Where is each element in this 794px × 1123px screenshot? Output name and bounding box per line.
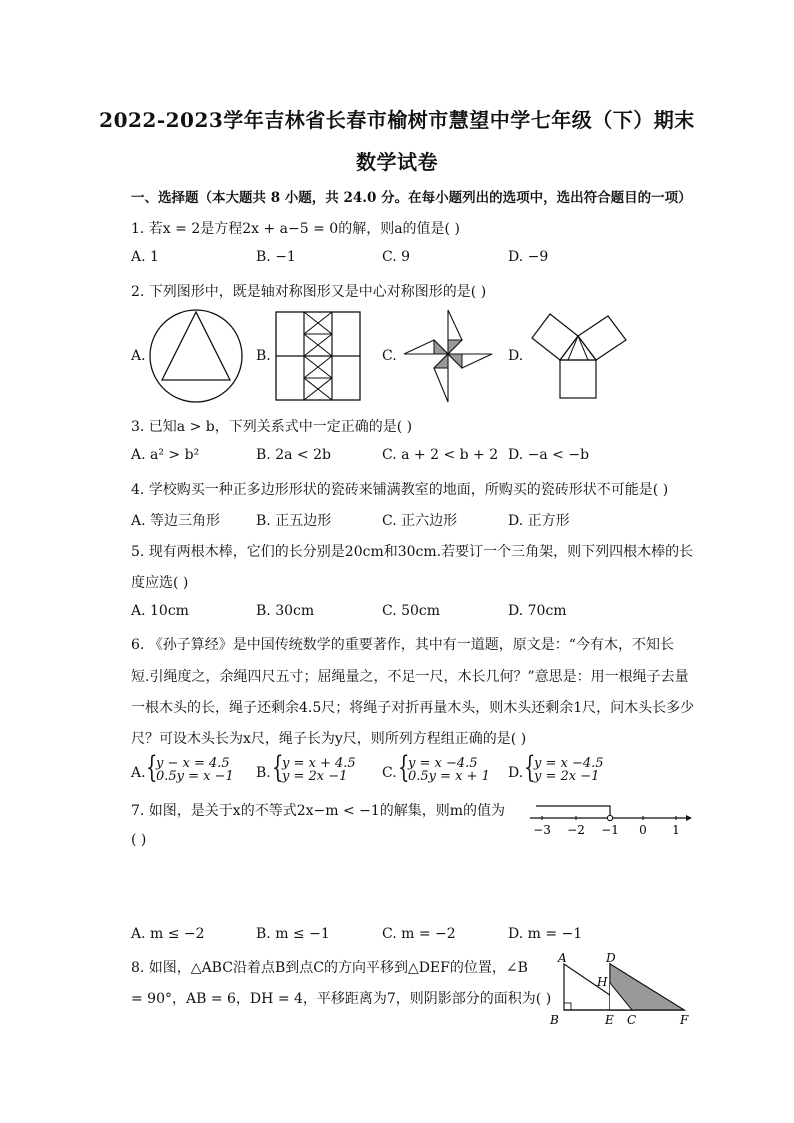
q2-option-b: B. bbox=[256, 348, 271, 364]
q6-a-eq2: 0.5y = x −1 bbox=[156, 769, 234, 784]
q6-b-eq1: y = x + 4.5 bbox=[282, 756, 356, 771]
q6-option-b-label: B. bbox=[256, 765, 271, 781]
question-2-stem: 2. 下列图形中，既是轴对称图形又是中心对称图形的是( ) bbox=[131, 284, 487, 300]
section-heading: 一、选择题（本大题共 8 小题，共 24.0 分。在每小题列出的选项中，选出符合题目的一项） bbox=[131, 190, 692, 206]
q6-c-eq1: y = x −4.5 bbox=[408, 756, 478, 771]
label-f: F bbox=[680, 1013, 689, 1027]
question-7-stem-line1: 7. 如图，是关于x的不等式2x−m < −1的解集，则m的值为 bbox=[131, 803, 506, 819]
q5-option-d: D. 70cm bbox=[508, 603, 567, 619]
exam-title-line2: 数学试卷 bbox=[356, 150, 438, 174]
label-a: A bbox=[558, 951, 567, 965]
q3-option-d: D. −a < −b bbox=[508, 447, 590, 463]
q3-option-b: B. 2a < 2b bbox=[256, 447, 331, 463]
tick-label-neg1: −1 bbox=[601, 823, 619, 837]
translation-triangle-figure bbox=[546, 950, 696, 1030]
figure-circle-triangle bbox=[148, 308, 248, 404]
q3-option-a: A. a² > b² bbox=[131, 447, 200, 463]
q5-option-c: C. 50cm bbox=[382, 603, 441, 619]
q5-option-b: B. 30cm bbox=[256, 603, 315, 619]
q6-d-eq1: y = x −4.5 bbox=[534, 756, 604, 771]
exam-title-line1: 2022-2023学年吉林省长春市榆树市慧望中学七年级（下）期末 bbox=[99, 108, 695, 132]
q4-option-b: B. 正五边形 bbox=[256, 513, 332, 529]
question-6-stem-line3: 一根木头的长，绳子还剩余4.5尺；将绳子对折再量木头，则木头还剩余1尺，问木头长多少 bbox=[131, 700, 695, 716]
question-4-stem: 4. 学校购买一种正多边形形状的瓷砖来铺满教室的地面，所购买的瓷砖形状不可能是( ) bbox=[131, 482, 669, 498]
question-5-stem-line2: 度应选( ) bbox=[131, 575, 189, 591]
label-e: E bbox=[605, 1013, 614, 1027]
q6-a-eq1: y − x = 4.5 bbox=[156, 756, 230, 771]
tick-label-neg2: −2 bbox=[567, 823, 585, 837]
figure-pinwheel bbox=[400, 306, 496, 406]
open-endpoint bbox=[607, 815, 612, 820]
q6-option-a-system: { y − x = 4.5 0.5y = x −1 bbox=[146, 750, 234, 785]
figure-grid-square bbox=[274, 310, 362, 402]
question-8-stem-line1: 8. 如图，△ABC沿着点B到点C的方向平移到△DEF的位置，∠B bbox=[131, 960, 528, 976]
q7-option-d: D. m = −1 bbox=[508, 926, 583, 942]
q3-option-c: C. a + 2 < b + 2 bbox=[382, 447, 499, 463]
right-angle-mark bbox=[564, 1003, 571, 1010]
question-8-stem-line2: = 90°，AB = 6，DH = 4，平移距离为7，则阴影部分的面积为( ) bbox=[131, 991, 552, 1007]
question-5-stem-line1: 5. 现有两根木棒，它们的长分别是20cm和30cm.若要订一个三角架，则下列四根木棒的长 bbox=[131, 544, 694, 560]
question-6-stem-line2: 短.引绳度之，余绳四尺五寸；屈绳量之，不足一尺，木长几何？”意思是：用一根绳子去量 bbox=[131, 669, 689, 685]
q4-option-d: D. 正方形 bbox=[508, 513, 570, 529]
q1-option-a: A. 1 bbox=[131, 249, 159, 265]
tick-label-neg3: −3 bbox=[533, 823, 551, 837]
solution-ray bbox=[536, 806, 610, 818]
number-line-arrow bbox=[686, 815, 692, 821]
q6-b-eq2: y = 2x −1 bbox=[282, 769, 348, 784]
q1-option-b: B. −1 bbox=[256, 249, 296, 265]
q7-option-a: A. m ≤ −2 bbox=[131, 926, 205, 942]
q6-option-b-system: { y = x + 4.5 y = 2x −1 bbox=[272, 750, 356, 785]
question-6-stem-line4: 尺？可设木头长为x尺，绳子长为y尺，则所列方程组正确的是( ) bbox=[131, 731, 527, 747]
q2-option-a: A. bbox=[131, 348, 146, 364]
question-1-stem: 1. 若x = 2是方程2x + a−5 = 0的解，则a的值是( ) bbox=[131, 221, 460, 237]
q4-option-a: A. 等边三角形 bbox=[131, 513, 221, 529]
tick-label-0: 0 bbox=[639, 823, 647, 837]
label-h: H bbox=[597, 975, 608, 989]
q6-option-c-system: { y = x −4.5 0.5y = x + 1 bbox=[398, 750, 490, 785]
q1-option-d: D. −9 bbox=[508, 249, 549, 265]
question-6-stem-line1: 6. 《孙子算经》是中国传统数学的重要著作，其中有一道题，原文是：“今有木，不知长 bbox=[131, 637, 674, 653]
q6-option-a-label: A. bbox=[131, 765, 146, 781]
question-3-stem: 3. 已知a > b，下列关系式中一定正确的是( ) bbox=[131, 419, 413, 435]
q2-option-d: D. bbox=[508, 348, 524, 364]
q6-option-c-label: C. bbox=[382, 765, 397, 781]
label-d: D bbox=[606, 951, 616, 965]
q4-option-c: C. 正六边形 bbox=[382, 513, 458, 529]
q7-option-c: C. m = −2 bbox=[382, 926, 456, 942]
tick-label-1: 1 bbox=[672, 823, 680, 837]
q5-option-a: A. 10cm bbox=[131, 603, 189, 619]
q1-option-c: C. 9 bbox=[382, 249, 411, 265]
question-7-stem-line2: ( ) bbox=[131, 832, 147, 848]
label-c: C bbox=[627, 1013, 637, 1027]
number-line-figure bbox=[526, 796, 694, 838]
q7-option-b: B. m ≤ −1 bbox=[256, 926, 330, 942]
q6-c-eq2: 0.5y = x + 1 bbox=[408, 769, 490, 784]
figure-triangle-squares bbox=[528, 308, 632, 404]
q6-d-eq2: y = 2x −1 bbox=[534, 769, 600, 784]
q6-option-d-label: D. bbox=[508, 765, 524, 781]
q6-option-d-system: { y = x −4.5 y = 2x −1 bbox=[524, 750, 604, 785]
label-b: B bbox=[550, 1013, 559, 1027]
q2-option-c: C. bbox=[382, 348, 397, 364]
